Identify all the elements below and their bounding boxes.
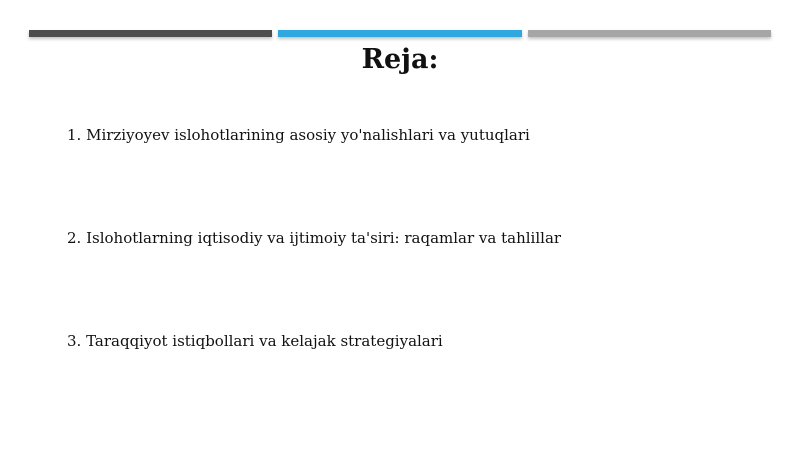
decorative-bar-gray	[528, 30, 771, 37]
decorative-bar-blue	[278, 30, 522, 37]
slide-title: Reja:	[361, 44, 439, 75]
plan-item-2: 2. Islohotlarning iqtisodiy va ijtimoiy ta'siri: raqamlar va tahlillar	[67, 229, 562, 247]
plan-item-1: 1. Mirziyoyev islohotlarining asosiy yo'nalishlari va yutuqlari	[67, 126, 530, 144]
plan-item-3: 3. Taraqqiyot istiqbollari va kelajak strategiyalari	[67, 332, 443, 350]
decorative-bar-dark	[29, 30, 272, 37]
